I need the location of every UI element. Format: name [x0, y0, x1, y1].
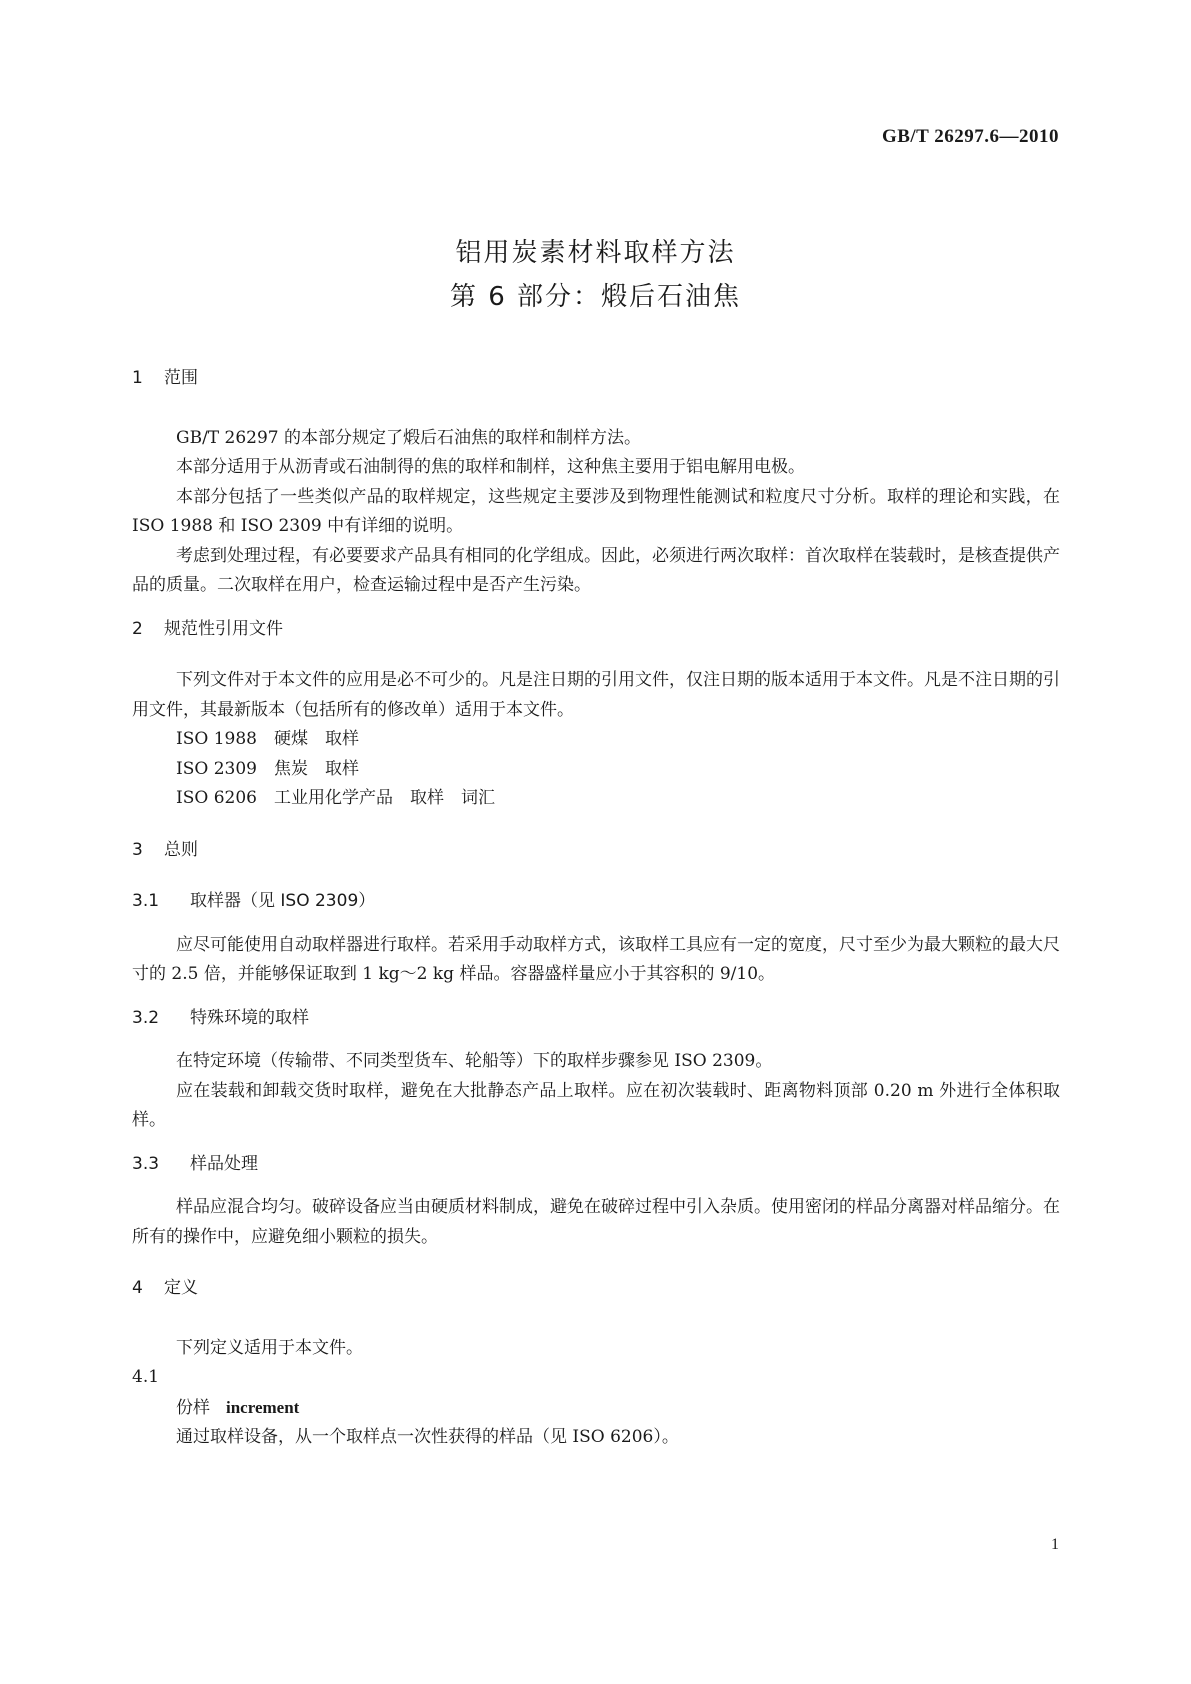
- paragraph: 本部分包括了一些类似产品的取样规定，这些规定主要涉及到物理性能测试和粒度尺寸分析。取样的理论和实践，在 ISO 1988 和 ISO 2309 中有详细的说明。: [132, 486, 1060, 536]
- section-heading-definitions: [132, 1274, 1060, 1304]
- paragraph: 应在装载和卸载交货时取样，避免在大批静态产品上取样。应在初次装载时、距离物料顶部 0.20 m 外进行全体积取样。: [132, 1080, 1060, 1130]
- subsection-heading-special-environment: [132, 1004, 1060, 1034]
- paragraph: 在特定环境（传输带、不同类型货车、轮船等）下的取样步骤参见 ISO 2309。: [176, 1051, 773, 1071]
- term-entry: [132, 1393, 1060, 1424]
- document-title: 铝用炭素材料取样方法: [455, 238, 736, 268]
- section-number: 2: [132, 618, 143, 639]
- paragraph: 本部分适用于从沥青或石油制得的焦的取样和制样，这种焦主要用于铝电解用电极。: [176, 457, 805, 477]
- standard-number: GB/T 26297.6—2010: [881, 126, 1059, 147]
- section-title: 范围: [164, 368, 198, 388]
- subsection-heading-sampler: [132, 887, 1060, 917]
- section-number: 3: [132, 839, 143, 860]
- paragraph: GB/T 26297 的本部分规定了煅后石油焦的取样和制样方法。: [176, 427, 642, 448]
- reference-item: ISO 6206 工业用化学产品 取样 词汇: [176, 788, 495, 808]
- section-title: 总则: [164, 839, 198, 860]
- paragraph: 样品应混合均匀。破碎设备应当由硬质材料制成，避免在破碎过程中引入杂质。使用密闭的样品分离器对样品缩分。在所有的操作中，应避免细小颗粒的损失。: [132, 1197, 1060, 1247]
- section-heading-scope: [132, 364, 1060, 394]
- section-heading-general: [132, 836, 1060, 866]
- reference-item: ISO 1988 硬煤 取样: [176, 729, 359, 749]
- term-number: 4.1: [132, 1367, 160, 1387]
- subsection-title: 取样器（见 ISO 2309）: [190, 891, 376, 911]
- subsection-heading-sample-handling: [132, 1150, 1060, 1180]
- page-number: 1: [1051, 1536, 1059, 1553]
- term-chinese: 份样: [176, 1397, 210, 1418]
- document-body: [132, 364, 1060, 1453]
- term-definition: 通过取样设备，从一个取样点一次性获得的样品（见 ISO 6206）。: [176, 1427, 679, 1447]
- reference-item: ISO 2309 焦炭 取样: [176, 758, 359, 779]
- section-heading-normative-references: [132, 615, 1060, 645]
- subsection-title: 样品处理: [190, 1153, 258, 1174]
- subsection-title: 特殊环境的取样: [190, 1007, 309, 1028]
- section-number: 4: [132, 1278, 143, 1298]
- section-title: 规范性引用文件: [164, 618, 283, 639]
- subsection-number: 3.1: [132, 891, 160, 911]
- paragraph: 下列文件对于本文件的应用是必不可少的。凡是注日期的引用文件，仅注日期的版本适用于本文件。凡是不注日期的引用文件，其最新版本（包括所有的修改单）适用于本文件。: [132, 670, 1060, 720]
- document-subtitle: 第 6 部分：煅后石油焦: [449, 282, 742, 312]
- paragraph: 下列定义适用于本文件。: [176, 1337, 363, 1358]
- subsection-number: 3.3: [132, 1153, 160, 1174]
- section-title: 定义: [164, 1278, 198, 1298]
- section-number: 1: [132, 368, 143, 388]
- paragraph: 考虑到处理过程，有必要要求产品具有相同的化学组成。因此，必须进行两次取样：首次取样在装载时，是核查提供产品的质量。二次取样在用户，检查运输过程中是否产生污染。: [132, 545, 1060, 595]
- paragraph: 应尽可能使用自动取样器进行取样。若采用手动取样方式，该取样工具应有一定的宽度，尺寸至少为最大颗粒的最大尺寸的 2.5 倍，并能够保证取到 1 kg～2 kg 样品。容器盛样量应小于其容积的 9/10。: [132, 934, 1060, 984]
- subsection-number: 3.2: [132, 1007, 160, 1028]
- term-english: increment: [226, 1397, 300, 1417]
